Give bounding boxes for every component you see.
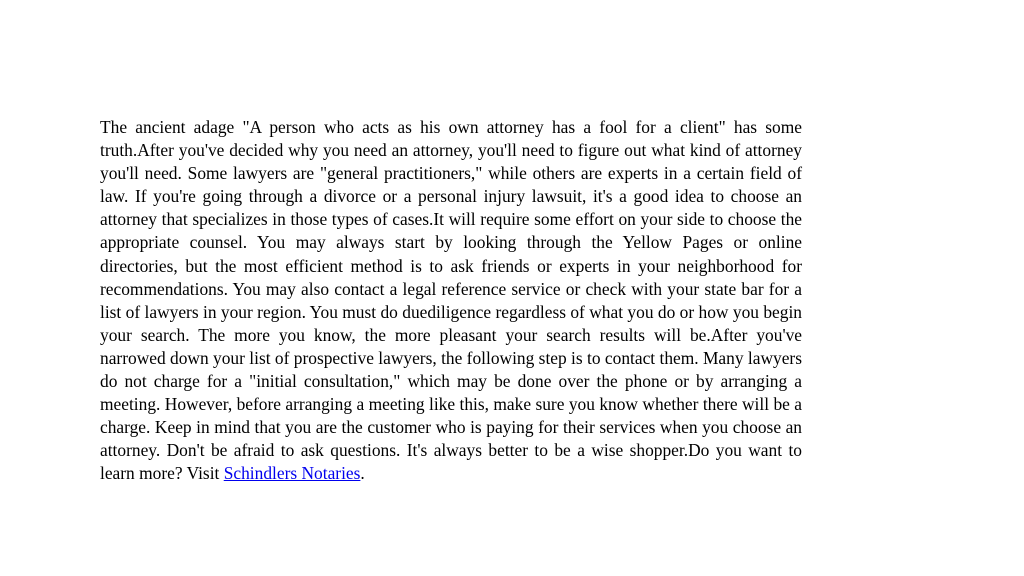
article-body-text: The ancient adage "A person who acts as his own attorney has a fool for a client" has some truth.After you've decided why you need an attorney, you'll need to figure out what kind of attorney you'll need. Some lawyers are "general practitioners," while others are experts in a certain field of law. If you're going through a divorce or a personal injury lawsuit, it's a good idea to choose an attorney that specializes in those types of cases.It will require some effort on your side to choose the appropriate counsel. You may always start by looking through the Yellow Pages or online directories, but the most efficient method is to ask friends or experts in your neighborhood for recommendations. You may also contact a legal reference service or check with your state bar for a list of lawyers in your region. You must do duediligence regardless of what you do or how you begin your search. The more you know, the more pleasant your search results will be.After you've narrowed down your list of prospective lawyers, the following step is to contact them. Many lawyers do not charge for a "initial consultation," which may be done over the phone or by arranging a meeting. However, before arranging a meeting like this, make sure you know whether there will be a charge. Keep in mind that you are the customer who is paying for their services when you choose an attorney. Don't be afraid to ask questions. It's always better to be a wise shopper.Do you want to learn more? Visit <box>100 117 802 484</box>
article-trailing-punctuation: . <box>360 463 365 484</box>
schindlers-notaries-link[interactable]: Schindlers Notaries <box>223 463 361 484</box>
article-paragraph <box>100 116 802 486</box>
